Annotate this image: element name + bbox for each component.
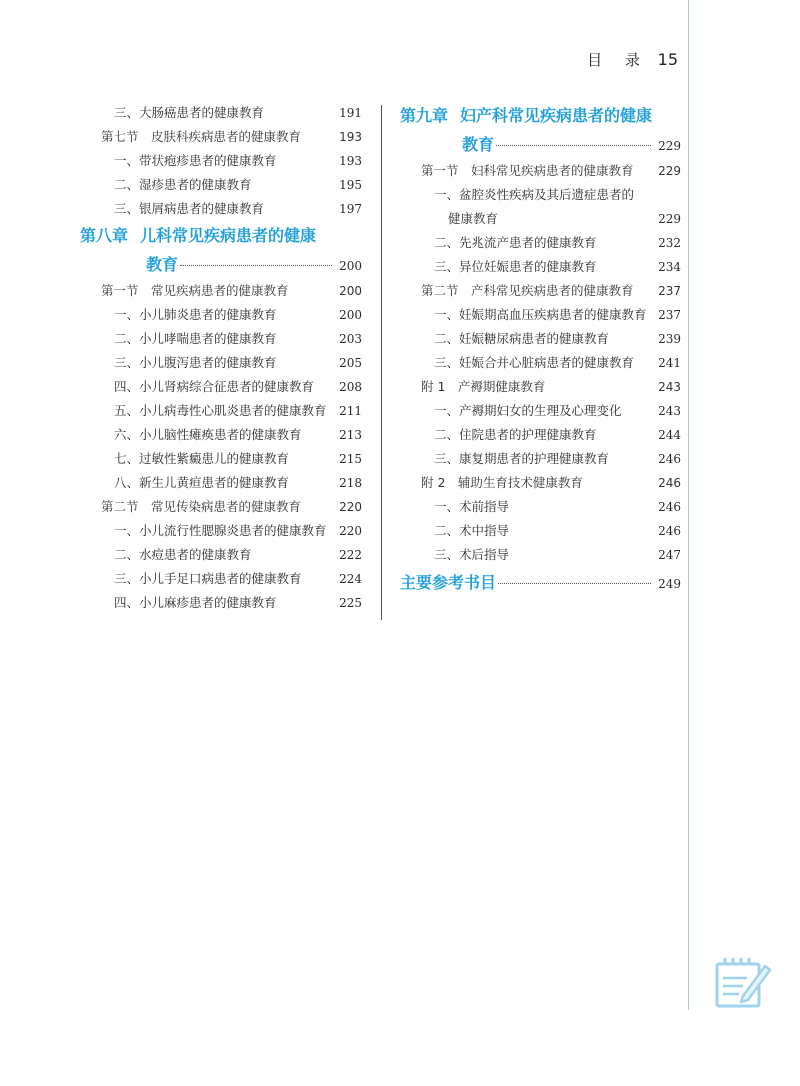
- toc-section-entry[interactable]: [400, 159, 681, 183]
- running-header: [587, 49, 678, 70]
- toc-entry-title: 五、小儿病毒性心肌炎患者的健康教育: [114, 403, 327, 418]
- toc-section-entry[interactable]: [80, 495, 362, 519]
- toc-entry-title: 八、新生儿黄疸患者的健康教育: [114, 475, 290, 490]
- toc-entry-page: 241: [658, 356, 681, 370]
- toc-entry-title: 三、妊娠合并心脏病患者的健康教育: [434, 355, 635, 370]
- toc-entry-page: 215: [339, 452, 362, 466]
- toc-entry-title: 二、术中指导: [434, 523, 510, 538]
- toc-entry-title: 第七节 皮肤科疾病患者的健康教育: [101, 129, 302, 144]
- toc-entry-title: 第二节 常见传染病患者的健康教育: [101, 499, 302, 514]
- toc-entry-page: 220: [339, 500, 362, 514]
- toc-entry-title: 四、小儿麻疹患者的健康教育: [114, 595, 277, 610]
- toc-entry-page: 246: [658, 524, 681, 538]
- toc-right-column: [400, 101, 681, 597]
- toc-item-entry[interactable]: [80, 567, 362, 591]
- toc-item-entry[interactable]: [80, 197, 362, 221]
- toc-entry-page: 213: [339, 428, 362, 442]
- toc-item-entry[interactable]: [80, 519, 362, 543]
- toc-item-entry[interactable]: [400, 423, 681, 447]
- toc-item-entry[interactable]: [80, 399, 362, 423]
- toc-entry-page: 218: [339, 476, 362, 490]
- references-title: 主要参考书目: [400, 573, 497, 592]
- toc-entry-title: 一、产褥期妇女的生理及心理变化: [434, 403, 622, 418]
- toc-entry-page: 225: [339, 596, 362, 610]
- toc-item-entry[interactable]: [400, 183, 681, 207]
- toc-entry-page: 246: [658, 476, 681, 490]
- toc-entry-title: 四、小儿肾病综合征患者的健康教育: [114, 379, 315, 394]
- toc-item-entry[interactable]: [400, 255, 681, 279]
- toc-entry-title: 二、小儿哮喘患者的健康教育: [114, 331, 277, 346]
- toc-right-items: [400, 159, 681, 567]
- toc-entry-page: 222: [339, 548, 362, 562]
- toc-entry-page: 247: [658, 548, 681, 562]
- chapter-8-page: 200: [339, 259, 362, 273]
- toc-entry-title: 附 2 辅助生育技术健康教育: [421, 475, 583, 490]
- toc-entry-page: 229: [658, 212, 681, 226]
- toc-entry-page: 234: [658, 260, 681, 274]
- toc-entry-page: 243: [658, 380, 681, 394]
- column-divider: [381, 105, 382, 620]
- toc-left-items: [80, 279, 362, 615]
- toc-item-entry[interactable]: [80, 149, 362, 173]
- toc-entry-page: 200: [339, 308, 362, 322]
- chapter-8-title-line2: 教育: [146, 255, 179, 274]
- chapter-9-number: 第九章: [400, 106, 449, 125]
- toc-entry-title: 三、大肠癌患者的健康教育: [114, 105, 265, 120]
- toc-item-entry[interactable]: [80, 447, 362, 471]
- toc-entry-page: 237: [658, 308, 681, 322]
- toc-left-column: [80, 101, 362, 615]
- references-page: 249: [658, 577, 681, 591]
- toc-item-entry[interactable]: [80, 101, 362, 125]
- toc-entry-page: 243: [658, 404, 681, 418]
- chapter-8-heading[interactable]: [80, 221, 362, 251]
- toc-entry-page: 193: [339, 130, 362, 144]
- leader-dots: [180, 265, 332, 266]
- toc-item-entry[interactable]: [400, 447, 681, 471]
- toc-entry-page: 197: [339, 202, 362, 216]
- toc-entry-page: 237: [658, 284, 681, 298]
- toc-entry-page: 232: [658, 236, 681, 250]
- toc-item-entry[interactable]: [80, 375, 362, 399]
- toc-entry-title: 六、小儿脑性瘫痪患者的健康教育: [114, 427, 302, 442]
- chapter-8-heading-cont[interactable]: [80, 251, 362, 279]
- toc-item-entry[interactable]: [80, 327, 362, 351]
- toc-item-entry[interactable]: [80, 591, 362, 615]
- toc-item-entry[interactable]: [400, 351, 681, 375]
- toc-item-entry[interactable]: [400, 327, 681, 351]
- chapter-9-title-line2: 教育: [462, 135, 495, 154]
- toc-item-entry[interactable]: [80, 303, 362, 327]
- toc-entry-page: 224: [339, 572, 362, 586]
- toc-item-entry[interactable]: [80, 471, 362, 495]
- toc-entry-page: 246: [658, 500, 681, 514]
- chapter-9-heading-cont[interactable]: [400, 131, 681, 159]
- toc-section-entry[interactable]: [400, 279, 681, 303]
- toc-item-entry[interactable]: [80, 173, 362, 197]
- toc-item-entry[interactable]: [80, 423, 362, 447]
- toc-item-entry[interactable]: [400, 519, 681, 543]
- toc-entry-title: 一、妊娠期高血压疾病患者的健康教育: [434, 307, 647, 322]
- toc-entry-page: 195: [339, 178, 362, 192]
- toc-entry-page: 200: [339, 284, 362, 298]
- toc-entry-title: 三、康复期患者的护理健康教育: [434, 451, 610, 466]
- leader-dots: [496, 145, 651, 146]
- toc-item-entry[interactable]: [400, 399, 681, 423]
- toc-entry-title: 二、妊娠糖尿病患者的健康教育: [434, 331, 610, 346]
- chapter-9-heading[interactable]: [400, 101, 681, 131]
- toc-item-entry[interactable]: [400, 543, 681, 567]
- toc-entry-page: 229: [658, 164, 681, 178]
- chapter-8-number: 第八章: [80, 226, 129, 245]
- toc-entry-page: 191: [339, 106, 362, 120]
- toc-item-entry[interactable]: [400, 303, 681, 327]
- toc-entry-page: 193: [339, 154, 362, 168]
- toc-entry-title: 第二节 产科常见疾病患者的健康教育: [421, 283, 634, 298]
- toc-entry-title: 附 1 产褥期健康教育: [421, 379, 546, 394]
- toc-entry-page: 220: [339, 524, 362, 538]
- header-page-number: 15: [657, 50, 678, 69]
- toc-entry-title: 三、银屑病患者的健康教育: [114, 201, 265, 216]
- toc-left-top-list: [80, 101, 362, 221]
- references-entry[interactable]: [400, 569, 681, 597]
- toc-entry-page: 239: [658, 332, 681, 346]
- page-edge-line: [688, 0, 689, 1010]
- toc-entry-title: 二、先兆流产患者的健康教育: [434, 235, 597, 250]
- toc-section-entry[interactable]: [80, 125, 362, 149]
- toc-entry-title: 一、盆腔炎性疾病及其后遗症患者的: [434, 187, 635, 202]
- toc-entry-page: 211: [339, 404, 362, 418]
- toc-entry-title: 三、异位妊娠患者的健康教育: [434, 259, 597, 274]
- toc-entry-title: 一、术前指导: [434, 499, 510, 514]
- toc-section-entry[interactable]: [400, 375, 681, 399]
- toc-entry-title: 三、小儿手足口病患者的健康教育: [114, 571, 302, 586]
- toc-entry-title: 一、带状疱疹患者的健康教育: [114, 153, 277, 168]
- chapter-9-title-line1: 妇产科常见疾病患者的健康: [460, 106, 653, 125]
- toc-entry-title: 七、过敏性紫癜患儿的健康教育: [114, 451, 290, 466]
- toc-item-entry[interactable]: [80, 351, 362, 375]
- toc-section-entry[interactable]: [400, 471, 681, 495]
- toc-entry-title: 二、湿疹患者的健康教育: [114, 177, 252, 192]
- toc-entry-title: 三、术后指导: [434, 547, 510, 562]
- toc-entry-title: 第一节 妇科常见疾病患者的健康教育: [421, 163, 634, 178]
- toc-entry-title: 二、住院患者的护理健康教育: [434, 427, 597, 442]
- chapter-9-page: 229: [658, 139, 681, 153]
- toc-entry-page: 208: [339, 380, 362, 394]
- leader-dots: [498, 583, 651, 584]
- toc-item-entry[interactable]: [400, 495, 681, 519]
- toc-entry-title: 三、小儿腹泻患者的健康教育: [114, 355, 277, 370]
- notepad-pencil-icon: [713, 952, 773, 1010]
- header-section-label: 目 录: [587, 51, 649, 69]
- toc-section-entry[interactable]: [80, 279, 362, 303]
- toc-entry-title: 一、小儿流行性腮腺炎患者的健康教育: [114, 523, 327, 538]
- toc-entry-title: 一、小儿肺炎患者的健康教育: [114, 307, 277, 322]
- toc-entry-title: 健康教育: [448, 211, 499, 226]
- chapter-8-title-line1: 儿科常见疾病患者的健康: [140, 226, 317, 245]
- toc-item-entry[interactable]: [80, 543, 362, 567]
- toc-item-entry[interactable]: [400, 207, 681, 231]
- toc-entry-title: 二、水痘患者的健康教育: [114, 547, 252, 562]
- toc-item-entry[interactable]: [400, 231, 681, 255]
- toc-entry-page: 246: [658, 452, 681, 466]
- toc-entry-page: 244: [658, 428, 681, 442]
- toc-entry-title: 第一节 常见疾病患者的健康教育: [101, 283, 289, 298]
- toc-entry-page: 205: [339, 356, 362, 370]
- toc-entry-page: 203: [339, 332, 362, 346]
